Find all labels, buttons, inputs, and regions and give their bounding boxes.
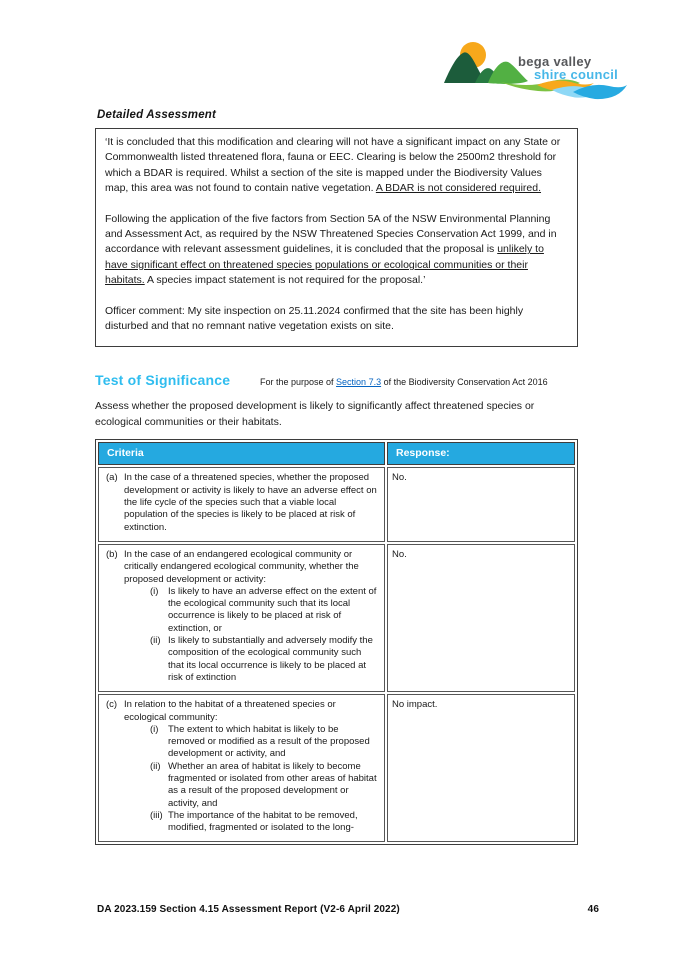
test-of-significance-row	[95, 372, 578, 388]
criteria-cell-a	[98, 467, 385, 541]
criteria-label: (c)	[106, 699, 118, 711]
assessment-quote-box	[95, 128, 578, 347]
purpose-line	[260, 377, 548, 387]
footer-report-title: DA 2023.159 Section 4.15 Assessment Report (V2-6 April 2022)	[97, 904, 400, 915]
table-header-row	[98, 442, 575, 465]
criteria-subitem	[145, 761, 378, 810]
criteria-label: (a)	[106, 472, 118, 484]
test-of-significance-title: Test of Significance	[95, 372, 231, 389]
subitem-text: The extent to which habitat is likely to be removed or modified as a result of the proposed development or activity, and	[168, 723, 370, 760]
quote-paragraph-2	[105, 212, 568, 289]
criteria-column-header: Criteria	[98, 442, 385, 465]
quote-paragraph-2-after: A species impact statement is not required for the proposal.’	[144, 274, 426, 287]
logo-text-line1: bega valley	[518, 54, 592, 69]
criteria-label: (b)	[106, 548, 118, 560]
council-logo	[433, 36, 629, 108]
criteria-cell-c	[98, 694, 385, 842]
subitem-text: Is likely to have an adverse effect on the extent of the ecological community such that its local occurrence is likely to be placed at risk of extinction, or	[168, 585, 377, 634]
purpose-pre-text: For the purpose of	[260, 377, 337, 388]
significance-criteria-table	[95, 439, 578, 845]
quote-paragraph-2-underlined: unlikely to have significant effect on threatened species populations or ecological communities or their habitats.	[105, 243, 544, 287]
response-cell-b: No.	[387, 544, 575, 692]
criteria-subitem	[145, 724, 378, 761]
subitem-marker: (i)	[150, 723, 159, 735]
criteria-text: In the case of an endangered ecological community or critically endangered ecological community, whether the proposed development or activity:	[124, 548, 359, 585]
subitem-text: Is likely to substantially and adversely modify the composition of the ecological community such that its local occurrence is likely to be placed at risk of extinction	[168, 635, 373, 683]
subitem-marker: (ii)	[150, 635, 161, 647]
subitem-marker: (i)	[150, 585, 159, 597]
logo-text-line2: shire council	[534, 67, 619, 82]
subitem-marker: (iii)	[150, 809, 163, 821]
criteria-cell-b	[98, 544, 385, 692]
criteria-subitem	[145, 586, 378, 635]
quote-paragraph-1	[105, 135, 568, 197]
quote-paragraph-1-underlined: A BDAR is not considered required.	[375, 182, 542, 195]
council-logo-graphic	[433, 36, 629, 108]
quote-paragraph-1-text: ‘It is concluded that this modification and clearing will not have a significant impact on any State or Commonwealth listed threatened flora, fauna or EEC. Clearing is below the 2500m2 threshold for which a BDAR is required. Whilst a section of the site is mapped under the Biodiversity Values map, this area was not found to contain native vegetation.	[105, 136, 561, 195]
criteria-text: In relation to the habitat of a threatened species or ecological community:	[124, 699, 336, 723]
table-row	[98, 694, 575, 842]
subitem-marker: (ii)	[150, 760, 161, 772]
response-cell-c: No impact.	[387, 694, 575, 842]
quote-paragraph-2-text: Following the application of the five factors from Section 5A of the NSW Environmental Planning and Assessment Act, as required by the NSW Threatened Species Conservation Act 1999, and in accordance with relevant assessment guidelines, it is concluded that the proposal is	[105, 212, 557, 256]
response-cell-a: No.	[387, 467, 575, 541]
content-column	[95, 109, 578, 845]
page-footer	[97, 904, 599, 915]
subitem-text: Whether an area of habitat is likely to become fragmented or isolated from other areas of habitat as a result of the proposed development or activity, and	[168, 760, 377, 809]
table-row	[98, 544, 575, 692]
footer-page-number: 46	[587, 904, 599, 915]
detailed-assessment-heading: Detailed Assessment	[97, 109, 217, 121]
table-row	[98, 467, 575, 541]
criteria-text: In the case of a threatened species, whether the proposed development or activity is likely to have an adverse effect on the life cycle of the species such that a viable local population of the species is likely to be placed at risk of extinction.	[124, 472, 377, 533]
section-7-3-link[interactable]: Section 7.3	[336, 377, 382, 388]
criteria-subitem	[145, 810, 378, 835]
assess-intro-paragraph: Assess whether the proposed development is likely to significantly affect threatened species or ecological communities or their habitats.	[95, 400, 535, 428]
purpose-post-text: of the Biodiversity Conservation Act 2016	[381, 377, 548, 388]
response-column-header: Response:	[387, 442, 575, 465]
officer-comment-paragraph: Officer comment: My site inspection on 25.11.2024 confirmed that the site has been highly disturbed and that no remnant native vegetation exists on site.	[105, 304, 524, 333]
subitem-text: The importance of the habitat to be removed, modified, fragmented or isolated to the long-	[168, 809, 358, 834]
criteria-subitem	[145, 635, 378, 684]
